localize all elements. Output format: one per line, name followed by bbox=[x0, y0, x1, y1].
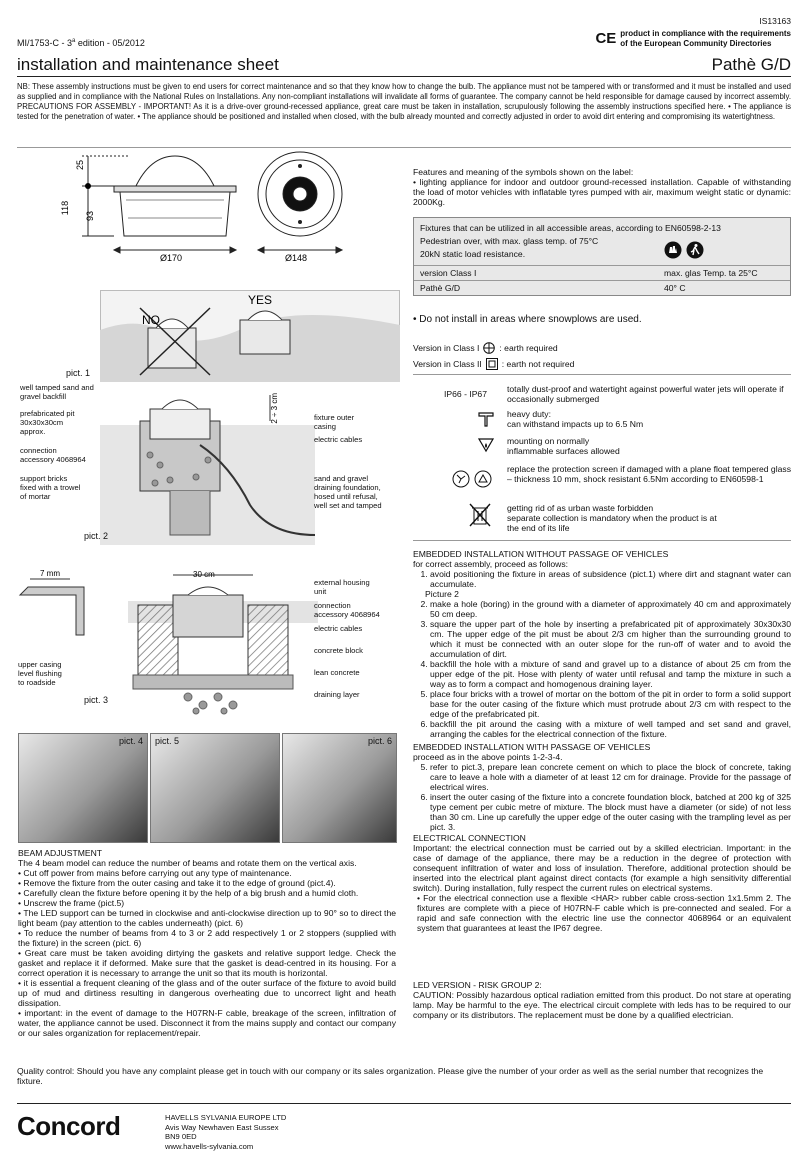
broken-glass-icon bbox=[452, 470, 470, 488]
class-1-label: Version in Class I bbox=[413, 343, 480, 353]
electrical-text: Important: the electrical connection must be carried out by a skilled electrician. Important: in the case of damage of the appliance, there may be a reduction in the degree of protection with consequent infiltration of water and loss of insulation. Therefore, additional protection should be inserted into the electrical plant against direct contacts (for example a high sensitivity differential switch). During installation, fully respect the current rules on electrical systems. bbox=[413, 843, 791, 893]
callout-bricks-2: fixed with a trowel bbox=[20, 483, 81, 492]
beam-intro: The 4 beam model can reduce the number of beams and rotate them on the vertical axis. bbox=[18, 858, 357, 868]
embedded-1-step-6: 6. backfill the pit around the casing with a mixture of well tamped and set sand and gravel, arranging the cables for the electrical connection of the fixture. bbox=[430, 719, 791, 739]
embedded-1-step-4: 4. backfill the hole with a mixture of sand and gravel up to a distance of about 25 cm from the upper edge of the pit. Hose with plenty of water until refusal and tamp the mixture in such a way as to form a compact and homogenous draining layer. bbox=[430, 659, 791, 689]
heavy-duty-desc: can withstand impacts up to 6.5 Nm bbox=[507, 419, 644, 429]
callout-external-housing: external housing bbox=[314, 578, 370, 587]
table-row-left: Pathè G/D bbox=[414, 281, 658, 296]
header-divider bbox=[17, 76, 791, 77]
led-section bbox=[413, 980, 791, 1020]
dim-148: Ø148 bbox=[285, 253, 308, 263]
callout-upper-casing-3: to roadside bbox=[18, 678, 56, 687]
features-section bbox=[413, 167, 791, 207]
class-versions bbox=[413, 342, 791, 370]
beam-bullet-1: • Cut off power from mains before carrying out any type of maintenance. bbox=[18, 868, 292, 878]
tempered-glass-icon bbox=[474, 470, 492, 488]
class-1-desc: : earth required bbox=[499, 343, 558, 353]
pict-3-dim-30: 30 cm bbox=[193, 570, 215, 579]
heavy-duty-icon bbox=[477, 410, 495, 428]
compliance-line-2: of the European Community Directories bbox=[620, 38, 772, 48]
callout-foundation-4: well set and tamped bbox=[314, 501, 382, 510]
features-bullet: • lighting appliance for indoor and outdoor ground-recessed installation. Capable of withstanding the load of motor vehicles with inflatable tyres pumped with air, maximum weight static or dynamic: 2000Kg. bbox=[413, 177, 791, 207]
photo-pict-5 bbox=[150, 733, 280, 843]
mounting-desc: inflammable surfaces allowed bbox=[507, 446, 620, 456]
dim-93: 93 bbox=[85, 210, 95, 222]
beam-bullet-9: • important: in the event of damage to the H07RN-F cable, breakage of the screen, infiltration of water, the appliance cannot be used. Disconnect it from the mains supply and contact our company or our sales organization for replacement/repair. bbox=[18, 1008, 396, 1038]
company-name: HAVELLS SYLVANIA EUROPE LTD bbox=[165, 1113, 287, 1122]
symbols-divider bbox=[413, 374, 791, 375]
box-line-2: Pedestrian over, with max. glass temp. of 75°C bbox=[420, 236, 599, 246]
callout-draining-layer: draining layer bbox=[314, 690, 360, 699]
dim-25: 25 bbox=[75, 160, 85, 171]
beam-bullet-7: • Great care must be taken avoiding dirtying the gaskets and relative support ledge. Check the gasket and replace it if deformed. Make sure that the gasket is dead-centred in its housing. For a correct operation it is necessary to arrange the unit so that its mouth is horizontal. bbox=[18, 948, 396, 978]
embedded-no-vehicles bbox=[413, 549, 791, 739]
beam-bullet-5: • The LED support can be turned in clockwise and anti-clockwise direction up to 90° so to direct the light beam (pay attention to the cables underneath) (pict. 6) bbox=[18, 908, 396, 928]
embedded-2-heading: EMBEDDED INSTALLATION WITH PASSAGE OF VEHICLES bbox=[413, 742, 651, 752]
pict-2-left-callouts bbox=[20, 383, 150, 501]
pict-1-drawing bbox=[100, 290, 400, 382]
heavy-duty bbox=[507, 409, 643, 429]
callout-bricks: support bricks bbox=[20, 474, 68, 483]
dimension-drawings bbox=[50, 148, 400, 270]
pict-3-label: pict. 3 bbox=[84, 695, 109, 705]
compliance-line-1: product in compliance with the requirements bbox=[620, 29, 791, 38]
company-address bbox=[165, 1113, 286, 1151]
callout-electric-cables: electric cables bbox=[314, 624, 363, 633]
waste-disposal bbox=[507, 503, 727, 533]
callout-connection-2: accessory 4068964 bbox=[20, 455, 86, 464]
features-intro: Features and meaning of the symbols shown on the label: bbox=[413, 167, 634, 177]
pict-1-label: pict. 1 bbox=[66, 368, 91, 378]
pict-3-dim-7: 7 mm bbox=[40, 569, 60, 578]
embedded-1-intro: for correct assembly, proceed as follows: bbox=[413, 559, 569, 569]
callout-cables: electric cables bbox=[314, 435, 363, 444]
table-head-left: version Class I bbox=[414, 266, 658, 281]
waste-desc: separate collection is mandatory when the product is at the end of its life bbox=[507, 513, 717, 533]
beam-bullet-2: • Remove the fixture from the outer casing and take it to the edge of ground (pict.4). bbox=[18, 878, 336, 888]
pict-3-right-callouts bbox=[314, 578, 406, 699]
ip-desc: totally dust-proof and watertight against powerful water jets will operate if occasionally submerged bbox=[507, 384, 784, 404]
box-line-1: Fixtures that can be utilized in all accessible areas, according to EN60598-2-13 bbox=[420, 223, 721, 233]
beam-heading: BEAM ADJUSTMENT bbox=[18, 848, 103, 858]
electrical-heading: ELECTRICAL CONNECTION bbox=[413, 833, 526, 843]
doc-code-number: MI/1753-C - 3 bbox=[17, 38, 73, 48]
pict-2-label: pict. 2 bbox=[84, 531, 109, 541]
photo-pict-4 bbox=[18, 733, 148, 843]
page-title: installation and maintenance sheet bbox=[17, 55, 279, 74]
beam-bullet-4: • Unscrew the frame (pict.5) bbox=[18, 898, 125, 908]
pedestrian-icon bbox=[686, 241, 704, 259]
photo-pict-4-label: pict. 4 bbox=[118, 736, 143, 746]
dim-170: Ø170 bbox=[160, 253, 183, 263]
embedded-divider bbox=[413, 540, 791, 541]
fixtures-box bbox=[413, 217, 791, 296]
callout-upper-casing: upper casing bbox=[18, 660, 62, 669]
callout-pit: prefabricated pit bbox=[20, 409, 75, 418]
waste-title: getting rid of as urban waste forbidden bbox=[507, 503, 654, 513]
dim-118: 118 bbox=[60, 200, 70, 216]
callout-backfill-2: gravel backfill bbox=[20, 392, 67, 401]
model-name: Pathè G/D bbox=[711, 55, 791, 74]
pict-3-left-callouts bbox=[18, 660, 98, 687]
beam-bullet-8: • it is essential a frequent cleaning of the glass and of the outer surface of the fixture to avoid build up of mud and dirtiness resulting in dangerous overheating due to uncorrect light and heath dissipation. bbox=[18, 978, 396, 1008]
callout-bricks-3: of mortar bbox=[20, 492, 51, 501]
callout-concrete-block: concrete block bbox=[314, 646, 363, 655]
embedded-1-step-3: 3. square the upper part of the hole by inserting a prefabricated pit of approximately 30x30x30 cm. The upper edge of the pit must be about 2/3 cm higher than the surrounding ground to which it must be connected with an outer slope for the run-off of water and to avoid the accumulation of dirt. bbox=[430, 619, 791, 659]
pict-3-drawing bbox=[18, 565, 318, 715]
class-table bbox=[414, 265, 790, 295]
beam-adjustment-section bbox=[18, 848, 396, 1038]
embedded-1-step-2: 2. make a hole (boring) in the ground with a diameter of approximately 40 cm and approximately 50 cm deep. bbox=[430, 599, 791, 619]
pedestrian-symbols bbox=[664, 241, 704, 259]
embedded-1-picture-2: Picture 2 bbox=[425, 589, 459, 599]
callout-connection: connection bbox=[20, 446, 57, 455]
flammable-surface-icon bbox=[478, 437, 494, 453]
footer-divider bbox=[17, 1103, 791, 1104]
brand-logo: Concord bbox=[17, 1111, 121, 1141]
callout-connection-accessory: connection bbox=[314, 601, 351, 610]
pict-2-dim: 2 ÷ 3 cm bbox=[270, 393, 279, 424]
beam-bullet-6: • To reduce the number of beams from 4 to 3 or 2 add respectively 1 or 2 stoppers (supplied with the fixture) in the screen (pict. 6) bbox=[18, 928, 396, 948]
callout-connection-accessory-2: accessory 4068964 bbox=[314, 610, 380, 619]
ce-compliance bbox=[595, 29, 791, 48]
nb-notice: NB: These assembly instructions must be given to end users for correct maintenance and so that they know how to change the bulb. The appliance must not be tampered with or transformed and it must be installed and used as supplied and in compliance with the National Rules on Installations. Any non-compliant installations will invalidate all forms of guarantee. The company cannot be held responsible for damage caused by incorrect assembly. PRECAUTIONS FOR ASSEMBLY - IMPORTANT! As it is a drive-over ground-recessed appliance, great care must be taken in installation, scrupulously following the assembly instructions specified here. • The appliance is tested for the penetration of water. • The appliance should be positioned and installed when closed, with the bulb already mounted and correctly adjusted in order to avoid dirt entering and compromising its watertightness. bbox=[17, 82, 791, 121]
box-line-3: 20kN static load resistance. bbox=[420, 249, 526, 259]
pict-1-no: NO bbox=[142, 313, 160, 327]
callout-lean-concrete: lean concrete bbox=[314, 668, 360, 677]
double-insulation-icon bbox=[486, 358, 498, 370]
callout-outer-casing-2: casing bbox=[314, 422, 336, 431]
mounting-title: mounting on normally bbox=[507, 436, 590, 446]
standard-code: IS13163 bbox=[759, 16, 791, 26]
led-text: CAUTION: Possibly hazardous optical radiation emitted from this product. Do not stare at operating lamp. May be harmful to the eye. The electrical circuit complete with leds has to be required to our company or its distributors. The replacement must be done by a qualified electrician. bbox=[413, 990, 791, 1020]
class-2-desc: : earth not required bbox=[501, 359, 575, 369]
photo-pict-5-label: pict. 5 bbox=[155, 736, 180, 746]
callout-pit-3: approx. bbox=[20, 427, 46, 436]
callout-foundation-3: hosed until refusal, bbox=[314, 492, 378, 501]
waste-bin-icon bbox=[468, 502, 492, 528]
address-line-1: Avis Way Newhaven East Sussex bbox=[165, 1122, 279, 1132]
callout-upper-casing-2: level flushing bbox=[18, 669, 62, 678]
callout-backfill: well tamped sand and bbox=[20, 383, 94, 392]
replace-screen: replace the protection screen if damaged with a plane float tempered glass – thickness 10 mm, shock resistant 6.5Nm according to EN60598-1 bbox=[507, 464, 791, 484]
doc-code bbox=[17, 38, 145, 48]
embedded-2-step-6: 6. insert the outer casing of the fixture into a concrete foundation block, batched at 200 kg of 325 type cement per cubic metre of mixture. The block must have a diameter (or side) of not less than 30 cm. Line up carefully the upper edge of the outer casing with the trampling level as per pict. 3. bbox=[430, 792, 791, 832]
embedded-1-heading: EMBEDDED INSTALLATION WITHOUT PASSAGE OF VEHICLES bbox=[413, 549, 669, 559]
electrical-bullet: • For the electrical connection use a flexible <HAR> rubber cable cross-section 1x1.5mm 2. The fixtures are complete with a piece of H07RN-F cable which is pre-connected and sealed. For a rapid and safe connection with the electric line use the connector 4068964 or an equivalent system that guarantees at least the IP67 degree. bbox=[417, 893, 791, 933]
heavy-duty-title: heavy duty: bbox=[507, 409, 551, 419]
mounting bbox=[507, 436, 620, 456]
pict-1-yes: YES bbox=[248, 293, 273, 307]
doc-edition: edition - 05/2012 bbox=[75, 38, 145, 48]
company-website: www.havells-sylvania.com bbox=[165, 1141, 254, 1151]
earth-icon bbox=[483, 342, 495, 354]
ip-rating: IP66 - IP67 bbox=[444, 389, 487, 399]
led-heading: LED VERSION - RISK GROUP 2: bbox=[413, 980, 542, 990]
electrical-section bbox=[413, 833, 791, 933]
callout-foundation-2: draining foundation, bbox=[314, 483, 381, 492]
ce-mark-icon: CE bbox=[595, 30, 617, 47]
callout-pit-2: 30x30x30cm bbox=[20, 418, 64, 427]
embedded-2-step-5: 5. refer to pict.3, prepare lean concrete cement on which to place the block of concrete, taking care to leave a hole with a diameter of at least 12 cm for drainage. Provide for the passage of electrical wires. bbox=[430, 762, 791, 792]
table-row-right: 40° C bbox=[658, 281, 790, 296]
beam-bullet-3: • Carefully clean the fixture before opening it by the help of a big brush and a humid cloth. bbox=[18, 888, 359, 898]
quality-control: Quality control: Should you have any complaint please get in touch with our company or its sales organization. Please give the number of your order as well as the serial number that recognizes the fixture. bbox=[17, 1066, 764, 1086]
photo-pict-6 bbox=[282, 733, 397, 843]
callout-foundation: sand and gravel bbox=[314, 474, 369, 483]
glass-symbols bbox=[452, 470, 492, 488]
doc-code-sup: a bbox=[72, 38, 76, 44]
callout-external-housing-2: unit bbox=[314, 587, 327, 596]
hand-load-icon bbox=[664, 241, 682, 259]
embedded-1-step-1: 1. avoid positioning the fixture in areas of subsidence (pict.1) where dirt and stagnant water can accumulate. bbox=[430, 569, 791, 589]
snowplow-note: • Do not install in areas where snowplows are used. bbox=[413, 314, 642, 325]
pict-2-right-callouts bbox=[314, 413, 406, 510]
photo-pict-6-label: pict. 6 bbox=[367, 736, 392, 746]
table-head-right: max. glas Temp. ta 25°C bbox=[658, 266, 790, 281]
class-2-label: Version in Class II bbox=[413, 359, 482, 369]
callout-outer-casing: fixture outer bbox=[314, 413, 355, 422]
address-line-2: BN9 0ED bbox=[165, 1132, 197, 1141]
embedded-with-vehicles bbox=[413, 742, 791, 832]
embedded-1-step-5: 5. place four bricks with a trowel of mortar on the bottom of the pit in order to form a solid support base for the outer casing of the fixture which must protrude about 2/3 cm with respect to the edge of the prefabricated pit. bbox=[430, 689, 791, 719]
embedded-2-intro: proceed as in the above points 1-2-3-4. bbox=[413, 752, 563, 762]
